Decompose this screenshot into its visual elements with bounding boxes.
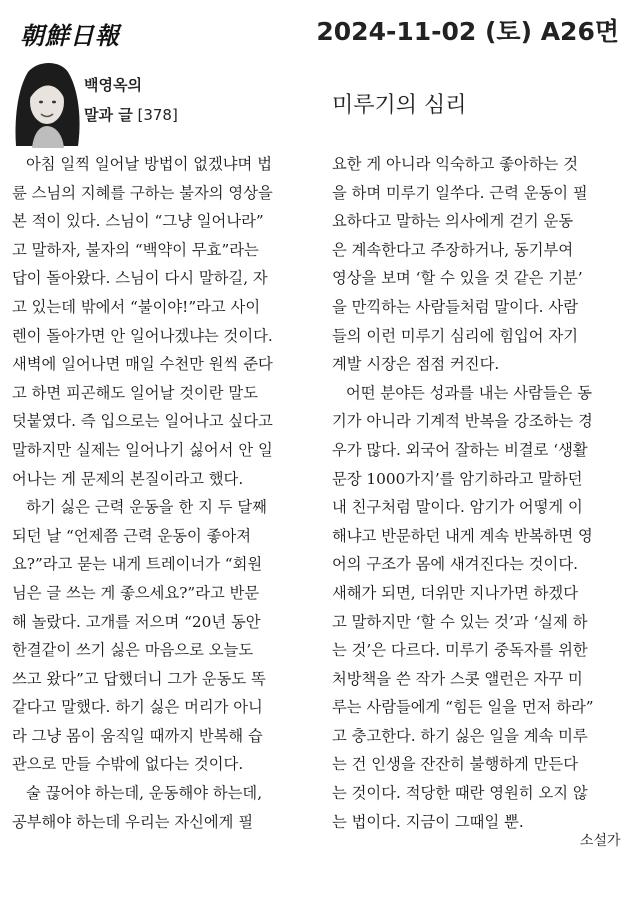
text-line: 고 말하지만 ‘할 수 있는 것’과 ‘실제 하 bbox=[332, 612, 588, 631]
text-line: 본 적이 있다. 스님이 “그냥 일어나라” bbox=[12, 212, 264, 231]
text-line: 는 것이다. 적당한 때란 영원히 오지 않 bbox=[332, 784, 588, 803]
text-line: 는 법이다. 지금이 그때일 뿐. bbox=[332, 812, 524, 831]
text-line: 요?”라고 묻는 내게 트레이너가 “회원 bbox=[12, 555, 263, 574]
text-line: 답이 돌아왔다. 스님이 다시 말하길, 자 bbox=[12, 269, 268, 288]
text-line: 공부해야 하는데 우리는 자신에게 필 bbox=[12, 812, 254, 831]
article-headline: 미루기의 심리 bbox=[332, 93, 467, 118]
text-line: 해 놀랐다. 고개를 저으며 “20년 동안 bbox=[12, 612, 261, 631]
text-line: 술 끊어야 하는데, 운동해야 하는데, bbox=[26, 784, 263, 803]
text-line: 계발 시장은 점점 커진다. bbox=[332, 355, 500, 374]
text-line: 내 친구처럼 말이다. 암기가 어떻게 이 bbox=[332, 498, 583, 517]
series-number: [378] bbox=[137, 106, 178, 124]
text-line: 말하지만 실제는 일어나기 싫어서 안 일 bbox=[12, 440, 273, 459]
byline-author: 백영옥의 bbox=[84, 76, 142, 94]
text-line: 을 만끽하는 사람들처럼 말이다. 사람 bbox=[332, 297, 578, 316]
text-line: 은 계속한다고 주장하거나, 동기부여 bbox=[332, 240, 574, 259]
text-line: 루는 사람들에게 “힘든 일을 먼저 하라” bbox=[332, 698, 594, 717]
text-line: 고 말하자, 불자의 “백약이 무효”라는 bbox=[12, 240, 259, 259]
text-line: 한결같이 쓰기 싫은 마음으로 오늘도 bbox=[12, 641, 254, 660]
text-line: 어나는 게 문제의 본질이라고 했다. bbox=[12, 469, 244, 488]
text-line: 영상을 보며 ‘할 수 있을 것 같은 기분’ bbox=[332, 269, 583, 288]
text-line: 아침 일찍 일어날 방법이 없겠냐며 법 bbox=[26, 155, 272, 173]
masthead bbox=[0, 0, 639, 52]
text-line: 어의 구조가 몸에 새겨진다는 것이다. bbox=[332, 555, 578, 574]
text-line: 는 건 인생을 잔잔히 불행하게 만든다 bbox=[332, 755, 578, 774]
text-line: 는 것’은 다르다. 미루기 중독자를 위한 bbox=[332, 641, 588, 660]
text-line: 렌이 돌아가면 안 일어나겠냐는 것이다. bbox=[12, 326, 273, 345]
text-line: 되던 날 “언제쯤 근력 운동이 좋아져 bbox=[12, 526, 252, 545]
series-title: 말과 글 bbox=[84, 106, 133, 124]
text-line: 하기 싫은 근력 운동을 한 지 두 달째 bbox=[26, 498, 267, 517]
text-line: 쓰고 왔다”고 답했더니 그가 운동도 똑 bbox=[12, 669, 266, 688]
text-line: 고 충고한다. 하기 싫은 일을 계속 미루 bbox=[332, 726, 588, 745]
text-line: 문장 1000가지’를 암기하라고 말하던 bbox=[332, 469, 583, 488]
text-line: 처방책을 쓴 작가 스콧 앨런은 자꾸 미 bbox=[332, 669, 583, 688]
byline-series bbox=[84, 104, 178, 125]
text-line: 륜 스님의 지혜를 구하는 불자의 영상을 bbox=[12, 183, 273, 202]
text-line: 기가 아니라 기계적 반복을 강조하는 경 bbox=[332, 412, 593, 431]
text-line: 우가 많다. 외국어 잘하는 비결로 ‘생활 bbox=[332, 440, 588, 459]
article-column-right bbox=[332, 150, 626, 836]
text-line: 요한 게 아니라 익숙하고 좋아하는 것 bbox=[332, 155, 578, 173]
author-portrait bbox=[8, 58, 84, 148]
article-column-left bbox=[12, 150, 312, 836]
text-line: 새해가 되면, 더위만 지나가면 하겠다 bbox=[332, 583, 578, 602]
text-line: 라 그냥 몸이 움직일 때까지 반복해 습 bbox=[12, 726, 263, 745]
author-title: 소설가 bbox=[580, 833, 621, 849]
newspaper-logo: 朝鮮日報 bbox=[20, 21, 120, 50]
text-line: 덧붙였다. 즉 입으로는 일어나고 싶다고 bbox=[12, 412, 273, 431]
text-line: 어떤 분야든 성과를 내는 사람들은 동 bbox=[346, 383, 592, 402]
text-line: 고 하면 피곤해도 일어날 것이란 말도 bbox=[12, 383, 258, 402]
text-line: 해냐고 반문하던 내게 계속 반복하면 영 bbox=[332, 526, 593, 545]
text-line: 새벽에 일어나면 매일 수천만 원씩 준다 bbox=[12, 355, 273, 374]
text-line: 관으로 만들 수밖에 없다는 것이다. bbox=[12, 755, 244, 774]
text-line: 같다고 말했다. 하기 싫은 머리가 아니 bbox=[12, 698, 263, 717]
text-line: 들의 이런 미루기 심리에 힘입어 자기 bbox=[332, 326, 578, 345]
dateline: 2024-11-02 (토) A26면 bbox=[316, 17, 619, 46]
text-line: 님은 글 쓰는 게 좋으세요?”라고 반문 bbox=[12, 583, 260, 602]
text-line: 을 하며 미루기 일쑤다. 근력 운동이 필 bbox=[332, 183, 588, 202]
text-line: 고 있는데 밖에서 “불이야!”라고 사이 bbox=[12, 297, 261, 316]
text-line: 요하다고 말하는 의사에게 걷기 운동 bbox=[332, 212, 574, 231]
